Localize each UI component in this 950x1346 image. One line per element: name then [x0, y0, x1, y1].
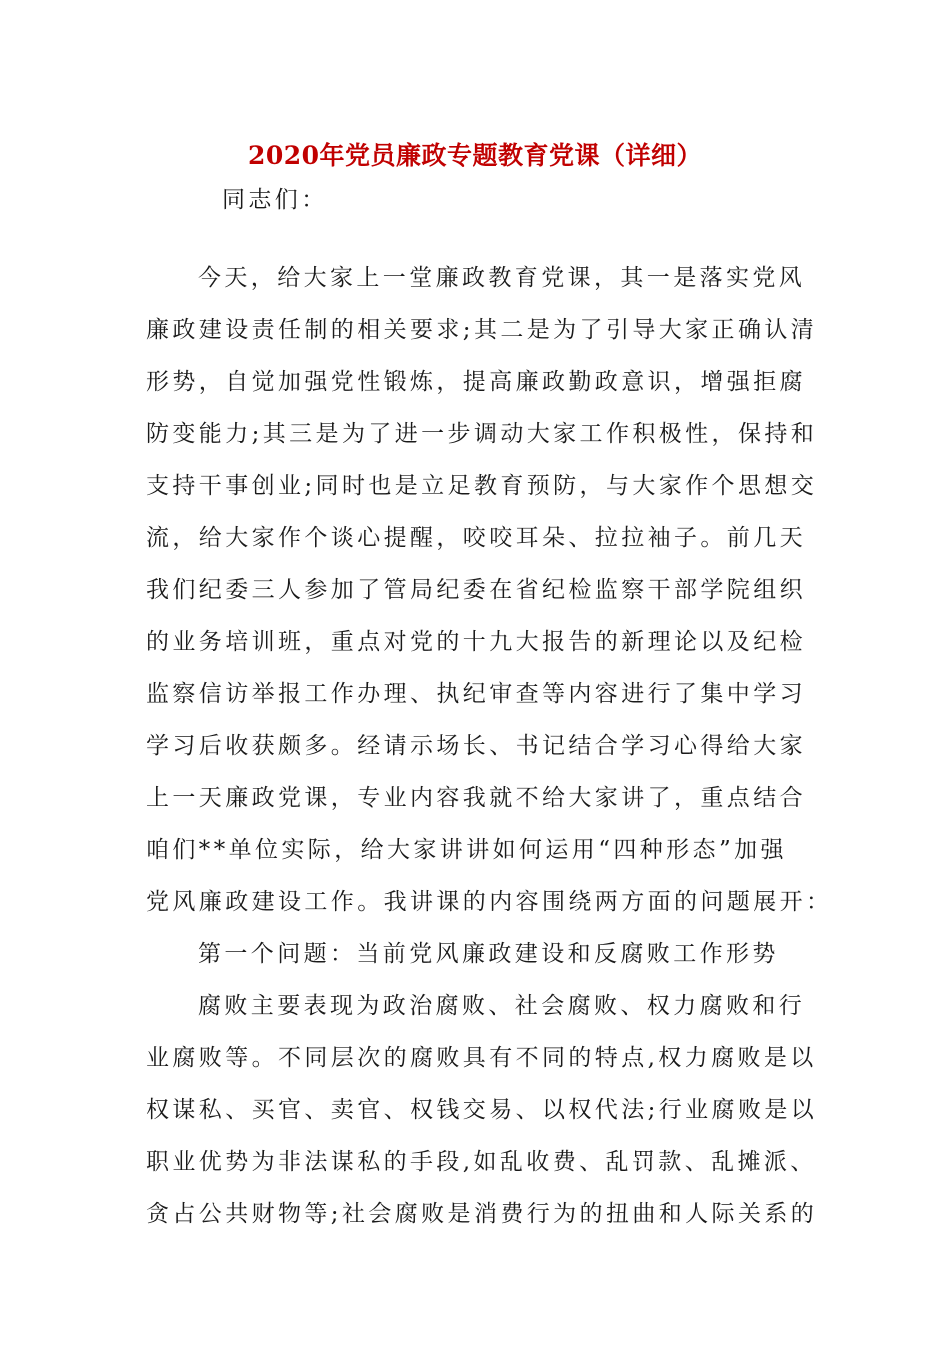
section-heading: 第一个问题：当前党风廉政建设和反腐败工作形势: [198, 941, 779, 967]
paragraph-line: 今天，给大家上一堂廉政教育党课，其一是落实党风: [198, 265, 806, 291]
paragraph-line: 党风廉政建设工作。我讲课的内容围绕两方面的问题展开：: [146, 889, 833, 915]
paragraph-line: 我们纪委三人参加了管局纪委在省纪检监察干部学院组织: [146, 577, 806, 603]
paragraph-line: 监察信访举报工作办理、执纪审查等内容进行了集中学习: [146, 681, 806, 707]
paragraph-line: 形势，自觉加强党性锻炼，提高廉政勤政意识，增强拒腐: [146, 369, 806, 395]
paragraph-line: 腐败主要表现为政治腐败、社会腐败、权力腐败和行: [198, 993, 806, 1019]
paragraph-line: 业腐败等。不同层次的腐败具有不同的特点,权力腐败是以: [146, 1045, 817, 1071]
paragraph-line: 职业优势为非法谋私的手段,如乱收费、乱罚款、乱摊派、: [146, 1149, 817, 1175]
paragraph-line: 的业务培训班，重点对党的十九大报告的新理论以及纪检: [146, 629, 806, 655]
document-title: 2020年党员廉政专题教育党课（详细）: [247, 141, 703, 170]
paragraph-line: 防变能力;其三是为了进一步调动大家工作积极性，保持和: [146, 421, 818, 447]
paragraph-line: 支持干事创业;同时也是立足教育预防，与大家作个思想交: [146, 473, 818, 499]
paragraph-line: 学习后收获颇多。经请示场长、书记结合学习心得给大家: [146, 733, 806, 759]
paragraph-line: 咱们**单位实际，给大家讲讲如何运用“四种形态”加强: [146, 837, 787, 863]
paragraph-line: 贪占公共财物等;社会腐败是消费行为的扭曲和人际关系的: [146, 1201, 818, 1227]
paragraph-line: 上一天廉政党课，专业内容我就不给大家讲了，重点结合: [146, 785, 806, 811]
salutation: 同志们：: [222, 187, 328, 213]
paragraph-line: 廉政建设责任制的相关要求;其二是为了引导大家正确认清: [146, 317, 818, 343]
paragraph-line: 权谋私、买官、卖官、权钱交易、以权代法;行业腐败是以: [146, 1097, 818, 1123]
paragraph-line: 流，给大家作个谈心提醒，咬咬耳朵、拉拉袖子。前几天: [146, 525, 806, 551]
